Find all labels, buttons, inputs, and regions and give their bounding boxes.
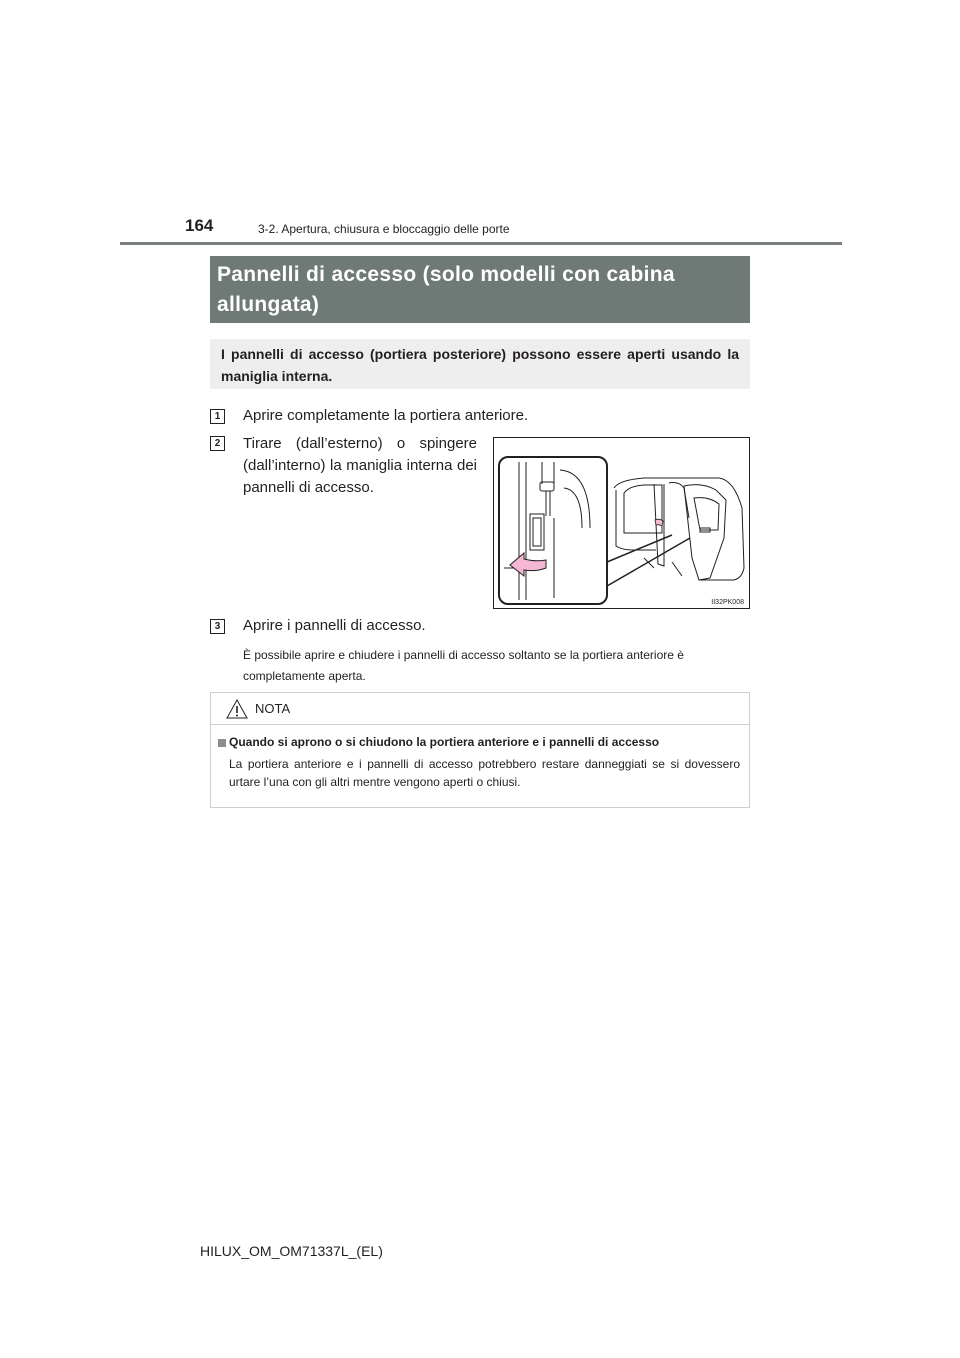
step-2-text: Tirare (dall’esterno) o spingere (dall’interno) la maniglia interna dei pannelli di accesso. [243,435,477,496]
step-1-text: Aprire completamente la portiera anteriore. [243,407,529,424]
step-1-marker: 1 [210,409,225,424]
step-3-marker: 3 [210,619,225,634]
nota-header [211,693,749,725]
bullet-square-icon [218,739,226,747]
step-3-text: Aprire i pannelli di accesso. [243,617,426,634]
page-title: Pannelli di accesso (solo modelli con cabina allungata) [210,256,750,323]
door-handle-illustration [493,437,750,609]
header-divider [120,242,842,245]
nota-box [210,692,750,808]
nota-heading: Quando si aprono o si chiudono la portiera anteriore e i pannelli di accesso [229,735,660,749]
section-breadcrumb: 3-2. Apertura, chiusura e bloccaggio delle porte [258,222,510,236]
intro-summary: I pannelli di accesso (portiera posteriore) possono essere aperti usando la maniglia interna. [210,339,750,389]
nota-label: NOTA [255,701,291,716]
warning-triangle-icon [226,699,248,719]
illustration-drawing [494,438,749,608]
step-2-marker: 2 [210,436,225,451]
manual-code-footer: HILUX_OM_OM71337L_(EL) [200,1243,383,1259]
step-note: È possibile aprire e chiudere i pannelli di accesso soltanto se la portiera anteriore è completamente aperta. [243,648,684,683]
page-number: 164 [185,216,214,235]
figure-code: II32PK008 [711,599,744,606]
nota-body: La portiera anteriore e i pannelli di accesso potrebbero restare danneggiati se si dovessero urtare l’una con gli altri mentre vengono aperti o chiusi. [229,757,740,789]
